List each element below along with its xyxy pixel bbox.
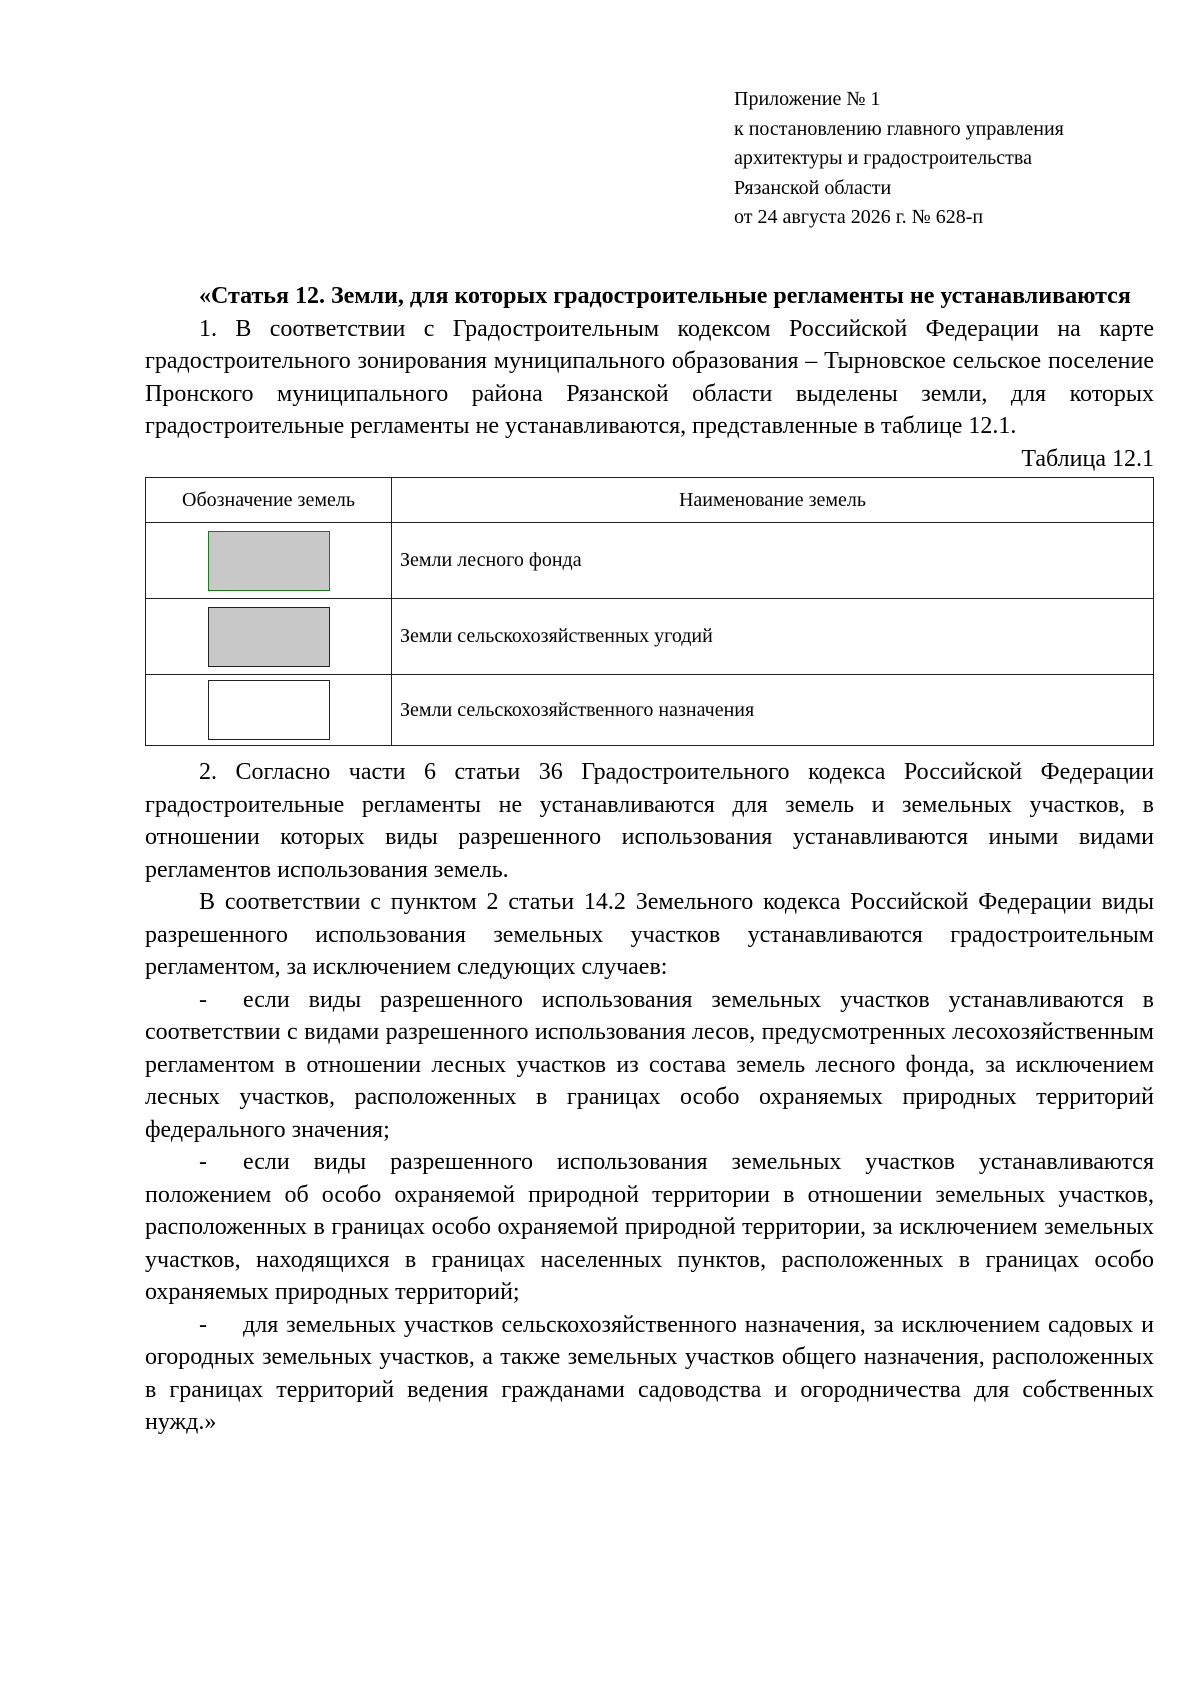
list-item: - для земельных участков сельскохозяйственного назначения, за исключением садовых и огородных земельных участков, а также земельных участков общего назначения, расположенных в границах территорий ведения гражданами садоводства и огородничества для собственных нужд.» xyxy=(145,1311,1154,1435)
list-item: - если виды разрешенного использования земельных участков устанавливаются положением об особо охраняемой природной территории в отношении земельных участков, расположенных в границах особо охраняемой природной территории, за исключением земельных участков, находящихся в границах населенных пунктов, расположенных в границах особо охраняемых природных территорий; xyxy=(145,1149,1154,1305)
table-row xyxy=(146,675,1154,746)
land-name: Земли сельскохозяйственного назначения xyxy=(392,675,1154,746)
appendix-line: Приложение № 1 xyxy=(734,88,881,110)
heading-line-1: «Статья 12. Земли, для которых градостроительные регламенты xyxy=(199,283,904,309)
heading-line-2: не устанавливаются xyxy=(909,283,1131,309)
table-header-row xyxy=(146,478,1154,523)
legend-swatch-agricultural xyxy=(208,680,330,740)
appendix-line: к постановлению главного управления xyxy=(734,117,1064,140)
table-row xyxy=(146,523,1154,599)
lands-table xyxy=(145,477,1154,746)
article-heading xyxy=(145,280,1154,313)
header-designation: Обозначение земель xyxy=(146,478,392,523)
legend-swatch-farmland xyxy=(208,607,330,667)
article-body xyxy=(145,280,1154,1439)
appendix-line: от 24 августа 2026 г. № 628-п xyxy=(734,206,984,228)
list-item: - если виды разрешенного использования земельных участков устанавливаются в соответствии с видами разрешенного использования лесов, предусмотренных лесохозяйственным регламентом в отношении лесных участков из состава земель лесного фонда, за исключением лесных участков, расположенных в границах особо охраняемых природных территорий федерального значения; xyxy=(145,986,1154,1143)
list-item-text: для земельных участков сельскохозяйственного назначения, за исключением садовых и огородных земельных участков, а также земельных участков общего назначения, расположенных в границах территорий ведения гражданами садоводства и огородничества для собственных нужд.» xyxy=(145,1311,1154,1435)
appendix-block xyxy=(734,85,1174,233)
paragraph-3: В соответствии с пунктом 2 статьи 14.2 Земельного кодекса Российской Федерации виды разрешенного использования земельных участков устанавливаются градостроительным регламентом, за исключением следующих случаев: xyxy=(145,889,1154,980)
table-caption: Таблица 12.1 xyxy=(1021,445,1154,472)
list-item-text: если виды разрешенного использования земельных участков устанавливаются в соответствии с видами разрешенного использования лесов, предусмотренных лесохозяйственным регламентом в отношении лесных участков из состава земель лесного фонда, за исключением лесных участков, расположенных в границах особо охраняемых природных территорий федерального значения; xyxy=(145,986,1154,1143)
legend-swatch-forest xyxy=(208,531,330,591)
land-name: Земли сельскохозяйственных угодий xyxy=(392,599,1154,675)
appendix-line: Рязанской области xyxy=(734,176,892,199)
appendix-line: архитектуры и градостроительства xyxy=(734,147,1032,169)
header-name: Наименование земель xyxy=(392,478,1154,523)
list-item-text: если виды разрешенного использования земельных участков устанавливаются положением об особо охраняемой природной территории в отношении земельных участков, расположенных в границах особо охраняемой природной территории, за исключением земельных участков, находящихся в границах населенных пунктов, расположенных в границах особо охраняемых природных территорий; xyxy=(145,1149,1154,1305)
paragraph-1: 1. В соответствии с Градостроительным кодексом Российской Федерации на карте градостроительного зонирования муниципального образования – Тырновское сельское поселение Пронского муниципального района Рязанской области выделены земли, для которых градостроительные регламенты не устанавливаются, представленные в таблице 12.1. xyxy=(145,315,1154,439)
table-row xyxy=(146,599,1154,675)
land-name: Земли лесного фонда xyxy=(392,523,1154,599)
paragraph-2: 2. Согласно части 6 статьи 36 Градостроительного кодекса Российской Федерации градостроительные регламенты не устанавливаются для земель и земельных участков, в отношении которых виды разрешенного использования устанавливаются иными видами регламентов использования земель. xyxy=(145,759,1154,883)
